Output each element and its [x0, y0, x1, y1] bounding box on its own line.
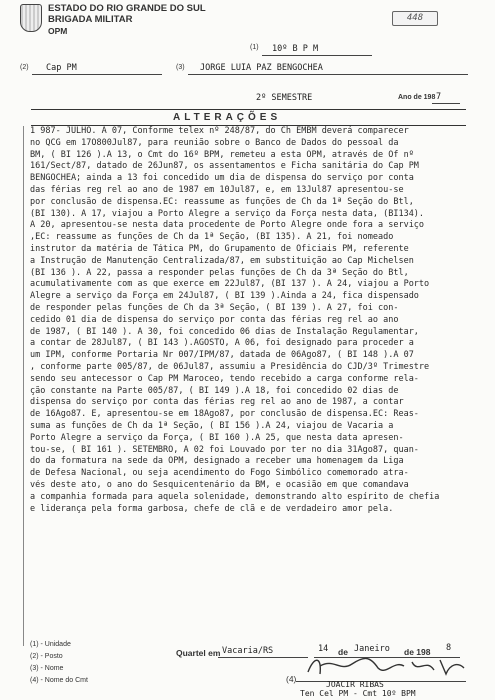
- opm-marker: (1): [250, 44, 259, 51]
- cmt-marker: (4): [286, 674, 297, 684]
- posto-line: [32, 74, 162, 75]
- body-line: tou-se, ( BI 161 ). SETEMBRO, A 02 foi Louvado por ter no dia 31Ago87, quan-: [30, 444, 419, 455]
- date-year-digit: 8: [446, 643, 452, 653]
- margin-line: [23, 126, 24, 646]
- title-rule-top: [31, 109, 466, 110]
- body-line: ,EC: reassume as funções de Ch da 1ª Seção, (BI 135). A 21, foi nomeado: [30, 232, 394, 243]
- opm-value: 10º B P M: [272, 44, 319, 54]
- body-line: a contar de 28Jul87, ( BI 143 ).AGOSTO, A 06, foi designado para proceder a: [30, 338, 414, 349]
- legend-nome: (3) - Nome: [30, 665, 64, 672]
- date-de-1: de: [338, 647, 348, 657]
- legend-cmt: (4) - Nome do Cmt: [30, 677, 88, 684]
- body-line: sendo seu antecessor o Cap PM Maroceo, tendo recebido a carga conforme rela-: [30, 373, 419, 384]
- body-line: Porto Alegre a serviço da Força, ( BI 160 ).A 25, que nesta data apresen-: [30, 432, 404, 443]
- body-line: a companhia formada para aquela solenidade, demonstrando alto espírito de chefia: [30, 491, 440, 502]
- body-line: do da formatura na sede da OPM, designado a receber uma homenagem da Liga: [30, 456, 404, 467]
- body-line: , conforme parte 005/87, de 06Jul87, assumiu a Presidência do CJD/3º Trimestre: [30, 361, 430, 372]
- body-line: de 1987, ( BI 140 ). A 30, foi concedido 06 dias de Instalação Regulamentar,: [30, 326, 419, 337]
- quartel-line: [218, 657, 308, 658]
- legend-unidade: (1) - Unidade: [30, 641, 71, 648]
- body-line: no QCG em 17O800Jul87, para reunião sobre o Banco de Dados do pessoal da: [30, 137, 399, 148]
- cmt-title: Ten Cel PM - Cmt 10º BPM: [300, 689, 416, 698]
- opm-line: [262, 55, 372, 56]
- ano-digit: 7: [436, 92, 442, 102]
- body-line: um IPM, conforme Portaria Nr 007/IPM/87, datada de 06Ago87, ( BI 148 ).A 07: [30, 350, 414, 361]
- body-line: de 16Ago87. E, apresentou-se em 18Ago87, por conclusão de dispensa.EC: Reas-: [30, 409, 419, 420]
- ano-line: [432, 103, 460, 104]
- posto-marker: (2): [20, 64, 29, 71]
- nome-line: [188, 74, 468, 75]
- date-de-2: de 198: [404, 647, 431, 657]
- date-day: 14: [318, 644, 329, 654]
- body-line: suma as funções de Ch da 1ª Seção, ( BI 156 ).A 24, viajou de Vacaria a: [30, 420, 394, 431]
- body-line: 1 987- JULHO. A 07, Conforme telex nº 248/87, do Ch EMBM deverá comparecer: [30, 126, 409, 136]
- body-line: acumulativamente com as que exerce em 22Jul87, (BI 137 ). A 24, viajou a Porto: [30, 279, 430, 290]
- body-line: (BI 136 ). A 22, passa a responder pelas funções de Ch da 3ª Seção do Btl,: [30, 267, 409, 278]
- body-line: das férias reg rel ao ano de 1987 em 10Jul87, e, em 13Jul87 apresentou-se: [30, 184, 404, 195]
- body-line: Alegre a serviço da Força em 24Jul87, ( BI 139 ).Ainda a 24, fica dispensado: [30, 291, 419, 302]
- signature-icon: [300, 652, 470, 680]
- date-month: Janeiro: [354, 644, 390, 654]
- page-stamp: 448: [392, 11, 438, 26]
- body-line: vés deste ato, o ano do Sesquicentenário da BM, e ocasião em que comandava: [30, 479, 409, 490]
- posto-value: Cap PM: [46, 63, 77, 73]
- body-line: dispensa do serviço por conta das férias reg rel ao ano de 1987, a contar: [30, 397, 404, 408]
- header-brigade: BRIGADA MILITAR: [48, 14, 133, 25]
- body-line: e liderança pela forma garbosa, chefe de clã e de verdadeiro amor pela.: [30, 503, 394, 514]
- coat-of-arms-icon: [20, 4, 42, 32]
- body-line: por conclusão de dispensa.EC: reassume as funções de Ch da 1ª Seção do Btl,: [30, 196, 414, 207]
- page-title: ALTERAÇÕES: [173, 112, 282, 123]
- cmt-name: JOACIR RIBAS: [326, 680, 384, 689]
- ano-label: Ano de 198: [398, 94, 436, 101]
- body-line: de responder pelas funções de Ch da 3ª Seção, ( BI 139 ). A 27, foi con-: [30, 302, 399, 313]
- alteracoes-body: [30, 126, 470, 515]
- header-state: ESTADO DO RIO GRANDE DO SUL: [48, 3, 206, 14]
- semestre: 2º SEMESTRE: [256, 93, 313, 103]
- body-line: de Defesa Nacional, ou seja acendimento do Fogo Simbólico comemorado atra-: [30, 468, 409, 479]
- quartel-label: Quartel em: [176, 648, 221, 658]
- body-line: BENGOCHEA; ainda a 13 foi concedido um dia de dispensa do serviço por conta: [30, 173, 414, 184]
- body-line: 161/Sect/87, datado de 26Jun87, os assentamentos e Ficha sanitária do Cap PM: [30, 161, 419, 172]
- legend-posto: (2) - Posto: [30, 653, 63, 660]
- body-line: instrutor da matéria de Tática PM, do Grupamento de Oficiais PM, referente: [30, 243, 409, 254]
- body-line: ção constante na Parte 005/87, ( BI 149 ).A 18, foi concedido 02 dias de: [30, 385, 399, 396]
- body-line: BM, ( BI 126 ).A 13, o Cmt do 16º BPM, remeteu a esta OPM, através de Of nº: [30, 149, 414, 160]
- body-line: (BI 130). A 17, viajou a Porto Alegre a serviço da Força nesta data, (BI134).: [30, 208, 425, 219]
- quartel-value: Vacaria/RS: [222, 646, 274, 656]
- body-line: a Instrução de Manutenção Centralizada/87, em substituição ao Cap Michelsen: [30, 255, 414, 266]
- body-line: cedido 01 dia de dispensa do serviço por conta das férias reg rel ao ano: [30, 314, 399, 325]
- header-opm: OPM: [48, 26, 68, 36]
- nome-value: JORGE LUIA PAZ BENGOCHEA: [200, 63, 323, 73]
- body-line: A 20, apresentou-se nesta data procedente de Porto Alegre onde fora a serviço: [30, 220, 425, 231]
- nome-marker: (3): [176, 64, 185, 71]
